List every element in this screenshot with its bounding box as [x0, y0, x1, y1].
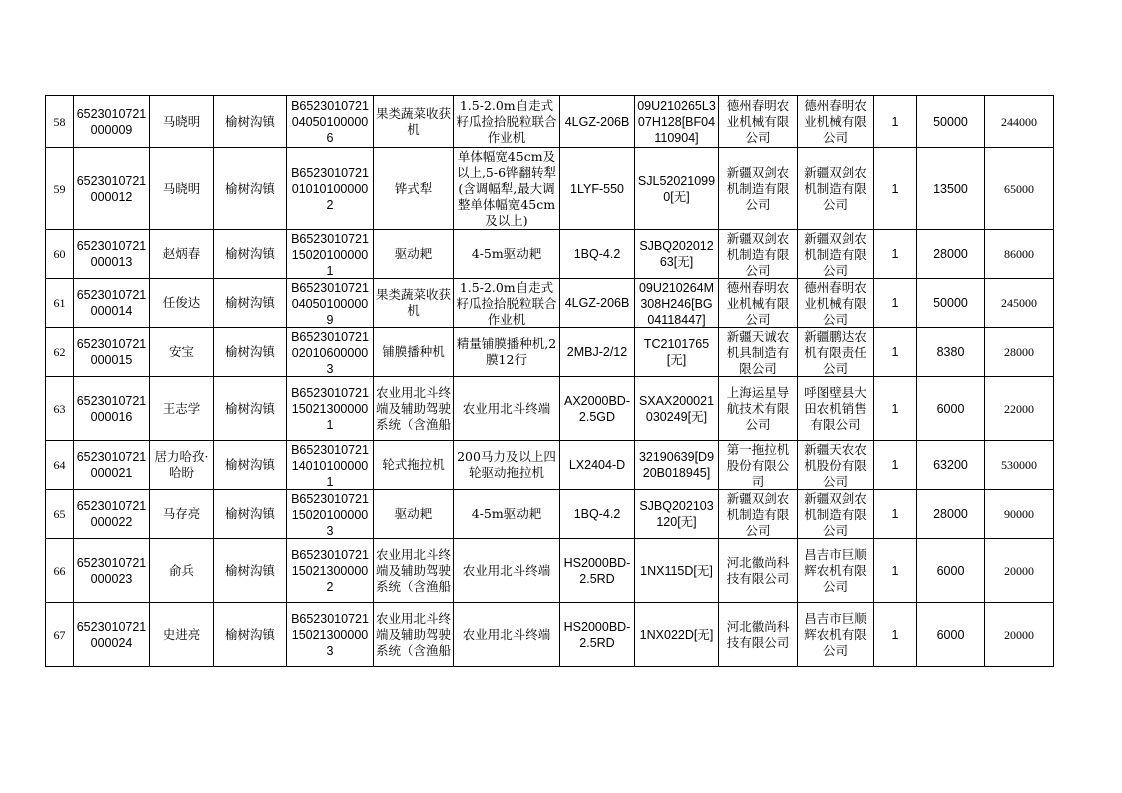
subsidy-amount-cell-text: 6000	[936, 401, 965, 416]
applicant-name-cell	[150, 96, 214, 148]
applicant-name-cell-text: 马存亮	[162, 506, 201, 521]
seller-cell	[798, 230, 874, 279]
row-index-cell	[46, 441, 74, 490]
town-cell-text: 榆树沟镇	[224, 506, 275, 521]
town-cell	[214, 230, 287, 279]
seller-cell-text: 新疆天农农机股份有限公司	[804, 441, 867, 489]
applicant-name-cell	[150, 441, 214, 490]
table-row	[46, 490, 1054, 539]
subsidy-amount-cell	[917, 148, 985, 230]
subsidy-amount-cell-text: 6000	[936, 563, 965, 578]
subsidy-amount-cell-text: 13500	[933, 181, 968, 196]
machine-category-cell	[374, 96, 454, 148]
row-index-cell	[46, 490, 74, 539]
sale-price-cell-text: 65000	[1004, 181, 1034, 196]
machine-spec-cell-text: 1.5-2.0m自走式籽瓜捡拾脱粒联合作业机	[456, 279, 557, 327]
machine-category-cell	[374, 603, 454, 667]
machine-spec-cell	[454, 377, 560, 441]
seller-cell-text: 新疆双剑农机制造有限公司	[804, 230, 867, 278]
sale-price-cell	[985, 377, 1054, 441]
machine-spec-cell	[454, 539, 560, 603]
row-index-cell	[46, 230, 74, 279]
model-cell	[560, 377, 635, 441]
machine-category-cell	[374, 230, 454, 279]
serial-number-cell	[635, 539, 719, 603]
model-cell	[560, 230, 635, 279]
item-code-cell-text: B6523010721150201000003	[291, 491, 369, 538]
model-cell-text: AX2000BD-2.5GD	[563, 393, 630, 424]
model-cell	[560, 328, 635, 377]
town-cell	[214, 490, 287, 539]
model-cell-text: 1BQ-4.2	[573, 507, 621, 521]
seller-cell	[798, 441, 874, 490]
applicant-name-cell	[150, 230, 214, 279]
machine-spec-cell-text: 农业用北斗终端	[462, 626, 551, 642]
serial-number-cell	[635, 230, 719, 279]
sale-price-cell	[985, 603, 1054, 667]
table-row	[46, 279, 1054, 328]
row-index-cell	[46, 328, 74, 377]
manufacturer-cell-text: 新疆双剑农机制造有限公司	[726, 490, 790, 538]
row-index-cell-text: 66	[53, 563, 66, 578]
manufacturer-cell	[719, 441, 798, 490]
quantity-cell-text: 1	[891, 563, 899, 578]
town-cell-text: 榆树沟镇	[224, 457, 275, 472]
item-code-cell	[287, 279, 374, 328]
applicant-id-cell	[74, 490, 150, 539]
manufacturer-cell	[719, 96, 798, 148]
quantity-cell-text: 1	[891, 181, 899, 196]
subsidy-amount-cell	[917, 490, 985, 539]
sale-price-cell-text: 20000	[1004, 627, 1034, 642]
applicant-name-cell	[150, 377, 214, 441]
item-code-cell-text: B6523010721040501000006	[291, 98, 369, 145]
item-code-cell-text: B6523010721020106000003	[291, 329, 369, 376]
applicant-id-cell-text: 6523010721000021	[76, 450, 147, 480]
manufacturer-cell-text: 新疆天诚农机具制造有限公司	[726, 328, 790, 376]
town-cell	[214, 377, 287, 441]
table-row	[46, 603, 1054, 667]
applicant-id-cell-text: 6523010721000009	[76, 106, 147, 137]
applicant-name-cell	[150, 328, 214, 377]
town-cell-text: 榆树沟镇	[224, 180, 275, 196]
sale-price-cell	[985, 279, 1054, 328]
applicant-id-cell-text: 6523010721000022	[76, 499, 147, 529]
subsidy-amount-cell-text: 8380	[936, 345, 965, 359]
item-code-cell	[287, 490, 374, 539]
seller-cell-text: 德州春明农业机械有限公司	[804, 97, 867, 145]
manufacturer-cell-text: 上海运星导航技术有限公司	[726, 384, 790, 432]
model-cell	[560, 96, 635, 148]
serial-number-cell-text: 09U210264M308H246[BG04118447]	[638, 280, 715, 327]
machine-category-cell-text: 果类蔬菜收获机	[376, 287, 451, 318]
town-cell	[214, 148, 287, 230]
applicant-id-cell	[74, 230, 150, 279]
subsidy-amount-cell	[917, 603, 985, 667]
applicant-id-cell	[74, 328, 150, 377]
quantity-cell-text: 1	[891, 401, 899, 416]
subsidy-amount-cell	[917, 539, 985, 603]
row-index-cell-text: 58	[53, 114, 66, 129]
machine-spec-cell	[454, 148, 560, 230]
row-index-cell-text: 60	[53, 247, 66, 261]
subsidy-amount-cell	[917, 328, 985, 377]
seller-cell-text: 昌吉市巨顺辉农机有限公司	[804, 610, 867, 658]
applicant-name-cell-text: 居力哈孜·哈盼	[154, 449, 209, 480]
model-cell-text: LX2404-D	[568, 458, 626, 472]
serial-number-cell	[635, 328, 719, 377]
row-index-cell	[46, 96, 74, 148]
subsidy-amount-cell-text: 6000	[936, 627, 965, 642]
town-cell	[214, 603, 287, 667]
serial-number-cell-text: SJL520210990[无]	[637, 173, 716, 204]
machine-category-cell-text: 农业用北斗终端及辅助驾驶系统（含渔船	[376, 610, 451, 658]
machine-category-cell	[374, 279, 454, 328]
applicant-name-cell-text: 安宝	[168, 344, 194, 359]
serial-number-cell-text: 1NX115D[无]	[640, 563, 713, 578]
quantity-cell	[874, 96, 917, 148]
quantity-cell	[874, 230, 917, 279]
seller-cell	[798, 96, 874, 148]
quantity-cell-text: 1	[891, 627, 899, 642]
item-code-cell-text: B6523010721150213000002	[291, 547, 369, 594]
model-cell	[560, 603, 635, 667]
serial-number-cell-text: SXAX200021030249[无]	[638, 393, 715, 424]
seller-cell	[798, 328, 874, 377]
item-code-cell-text: B6523010721010101000002	[291, 165, 369, 212]
machine-category-cell-text: 轮式拖拉机	[382, 457, 445, 472]
subsidy-amount-cell-text: 28000	[933, 247, 968, 261]
model-cell-text: 2MBJ-2/12	[566, 345, 628, 359]
row-index-cell	[46, 148, 74, 230]
model-cell	[560, 490, 635, 539]
town-cell-text: 榆树沟镇	[224, 344, 275, 359]
applicant-id-cell	[74, 148, 150, 230]
quantity-cell-text: 1	[891, 345, 899, 359]
subsidy-amount-cell-text: 50000	[933, 114, 968, 129]
machine-spec-cell	[454, 279, 560, 328]
subsidy-amount-cell	[917, 377, 985, 441]
machine-category-cell-text: 农业用北斗终端及辅助驾驶系统（含渔船	[376, 384, 451, 432]
subsidy-amount-cell	[917, 96, 985, 148]
subsidy-amount-cell-text: 63200	[933, 458, 968, 472]
applicant-name-cell	[150, 490, 214, 539]
item-code-cell-text: B6523010721040501000009	[291, 280, 369, 327]
seller-cell-text: 呼图壁县大田农机销售有限公司	[804, 384, 867, 432]
town-cell-text: 榆树沟镇	[224, 626, 275, 642]
manufacturer-cell-text: 新疆双剑农机制造有限公司	[726, 164, 790, 212]
machine-category-cell	[374, 328, 454, 377]
quantity-cell	[874, 490, 917, 539]
sale-price-cell	[985, 328, 1054, 377]
quantity-cell-text: 1	[891, 458, 899, 472]
serial-number-cell	[635, 377, 719, 441]
machine-spec-cell	[454, 328, 560, 377]
item-code-cell	[287, 96, 374, 148]
model-cell	[560, 539, 635, 603]
sale-price-cell-text: 90000	[1004, 507, 1034, 521]
serial-number-cell-text: TC2101765[无]	[643, 337, 710, 367]
town-cell-text: 榆树沟镇	[224, 562, 275, 578]
machine-category-cell	[374, 490, 454, 539]
applicant-name-cell	[150, 279, 214, 328]
manufacturer-cell	[719, 230, 798, 279]
table-row	[46, 148, 1054, 230]
machine-category-cell-text: 农业用北斗终端及辅助驾驶系统（含渔船	[376, 546, 451, 594]
quantity-cell	[874, 441, 917, 490]
seller-cell	[798, 603, 874, 667]
machine-category-cell-text: 铺膜播种机	[382, 344, 445, 359]
manufacturer-cell-text: 德州春明农业机械有限公司	[726, 279, 790, 327]
sale-price-cell-text: 22000	[1004, 401, 1034, 416]
table-body	[46, 96, 1054, 667]
applicant-id-cell	[74, 377, 150, 441]
item-code-cell	[287, 441, 374, 490]
machine-spec-cell	[454, 230, 560, 279]
quantity-cell	[874, 279, 917, 328]
item-code-cell	[287, 328, 374, 377]
row-index-cell	[46, 377, 74, 441]
machine-spec-cell	[454, 603, 560, 667]
seller-cell-text: 德州春明农业机械有限公司	[804, 279, 867, 327]
table-row	[46, 230, 1054, 279]
sale-price-cell	[985, 441, 1054, 490]
row-index-cell-text: 61	[53, 296, 66, 310]
item-code-cell	[287, 230, 374, 279]
seller-cell-text: 昌吉市巨顺辉农机有限公司	[804, 546, 867, 594]
seller-cell-text: 新疆鹏达农机有限责任公司	[804, 328, 867, 376]
row-index-cell-text: 67	[53, 627, 66, 642]
table-row	[46, 328, 1054, 377]
item-code-cell-text: B6523010721150201000001	[291, 231, 369, 278]
table-row	[46, 377, 1054, 441]
item-code-cell	[287, 539, 374, 603]
item-code-cell	[287, 603, 374, 667]
machine-spec-cell-text: 精量铺膜播种机,2膜12行	[456, 336, 557, 367]
sale-price-cell	[985, 490, 1054, 539]
model-cell-text: 4LGZ-206B	[564, 296, 630, 310]
applicant-id-cell-text: 6523010721000016	[76, 393, 147, 424]
row-index-cell-text: 64	[53, 458, 66, 472]
manufacturer-cell	[719, 279, 798, 328]
item-code-cell	[287, 377, 374, 441]
table-row	[46, 96, 1054, 148]
machine-spec-cell-text: 200马力及以上四轮驱动拖拉机	[457, 449, 556, 480]
seller-cell	[798, 148, 874, 230]
subsidy-amount-cell-text: 28000	[933, 507, 968, 521]
machine-category-cell	[374, 148, 454, 230]
serial-number-cell	[635, 603, 719, 667]
serial-number-cell	[635, 279, 719, 328]
sale-price-cell-text: 530000	[1001, 458, 1037, 472]
manufacturer-cell	[719, 603, 798, 667]
applicant-id-cell-text: 6523010721000023	[76, 555, 147, 586]
manufacturer-cell	[719, 328, 798, 377]
applicant-name-cell-text: 赵炳春	[162, 246, 201, 261]
sale-price-cell-text: 244000	[1001, 114, 1037, 129]
seller-cell-text: 新疆双剑农机制造有限公司	[804, 164, 867, 212]
machine-spec-cell-text: 农业用北斗终端	[462, 562, 551, 578]
quantity-cell-text: 1	[891, 296, 899, 310]
item-code-cell-text: B6523010721150213000003	[291, 611, 369, 658]
manufacturer-cell-text: 河北徽尚科技有限公司	[726, 554, 790, 586]
seller-cell	[798, 377, 874, 441]
applicant-id-cell	[74, 96, 150, 148]
serial-number-cell-text: SJBQ202103120[无]	[639, 499, 714, 529]
model-cell-text: 4LGZ-206B	[564, 114, 630, 129]
serial-number-cell-text: SJBQ20201263[无]	[639, 239, 714, 269]
applicant-name-cell	[150, 148, 214, 230]
quantity-cell	[874, 148, 917, 230]
applicant-name-cell-text: 史进亮	[162, 626, 201, 642]
machine-category-cell-text: 铧式犁	[394, 180, 433, 196]
applicant-id-cell	[74, 279, 150, 328]
serial-number-cell	[635, 441, 719, 490]
row-index-cell	[46, 603, 74, 667]
seller-cell	[798, 539, 874, 603]
town-cell-text: 榆树沟镇	[224, 400, 275, 416]
seller-cell	[798, 490, 874, 539]
town-cell	[214, 279, 287, 328]
machine-spec-cell	[454, 96, 560, 148]
manufacturer-cell-text: 河北徽尚科技有限公司	[726, 618, 790, 650]
sale-price-cell	[985, 148, 1054, 230]
town-cell	[214, 328, 287, 377]
machine-category-cell	[374, 441, 454, 490]
town-cell	[214, 539, 287, 603]
sale-price-cell	[985, 230, 1054, 279]
machine-spec-cell-text: 4-5m驱动耙	[471, 506, 542, 521]
item-code-cell	[287, 148, 374, 230]
manufacturer-cell-text: 新疆双剑农机制造有限公司	[726, 230, 790, 278]
applicant-id-cell	[74, 441, 150, 490]
machine-spec-cell	[454, 441, 560, 490]
sale-price-cell	[985, 539, 1054, 603]
manufacturer-cell	[719, 148, 798, 230]
town-cell	[214, 441, 287, 490]
machine-category-cell-text: 驱动耙	[394, 506, 433, 521]
town-cell-text: 榆树沟镇	[224, 295, 275, 310]
machine-spec-cell-text: 4-5m驱动耙	[471, 246, 542, 261]
machine-category-cell	[374, 539, 454, 603]
applicant-id-cell-text: 6523010721000012	[76, 173, 147, 204]
serial-number-cell	[635, 148, 719, 230]
sale-price-cell-text: 245000	[1001, 296, 1037, 310]
row-index-cell	[46, 279, 74, 328]
subsidy-amount-cell	[917, 230, 985, 279]
quantity-cell-text: 1	[891, 247, 899, 261]
model-cell-text: HS2000BD-2.5RD	[563, 555, 631, 586]
applicant-id-cell-text: 6523010721000013	[76, 239, 147, 269]
subsidy-amount-cell-text: 50000	[933, 296, 968, 310]
row-index-cell	[46, 539, 74, 603]
table-row	[46, 539, 1054, 603]
manufacturer-cell-text: 德州春明农业机械有限公司	[726, 97, 790, 145]
machine-category-cell	[374, 377, 454, 441]
applicant-id-cell-text: 6523010721000015	[76, 337, 147, 367]
machine-spec-cell-text: 农业用北斗终端	[462, 400, 551, 416]
serial-number-cell-text: 32190639[D920B018945]	[638, 450, 715, 480]
town-cell-text: 榆树沟镇	[224, 113, 275, 129]
model-cell	[560, 148, 635, 230]
serial-number-cell-text: 09U210265L307H128[BF04110904]	[637, 98, 716, 145]
manufacturer-cell	[719, 490, 798, 539]
machine-spec-cell-text: 1.5-2.0m自走式籽瓜捡拾脱粒联合作业机	[456, 97, 557, 145]
model-cell	[560, 279, 635, 328]
quantity-cell	[874, 539, 917, 603]
row-index-cell-text: 59	[53, 181, 66, 196]
item-code-cell-text: B6523010721140101000001	[291, 442, 369, 489]
quantity-cell	[874, 377, 917, 441]
seller-cell-text: 新疆双剑农机制造有限公司	[804, 490, 867, 538]
serial-number-cell	[635, 490, 719, 539]
machine-category-cell-text: 果类蔬菜收获机	[376, 105, 451, 137]
applicant-id-cell	[74, 539, 150, 603]
applicant-name-cell	[150, 539, 214, 603]
model-cell-text: HS2000BD-2.5RD	[563, 619, 631, 650]
applicant-name-cell-text: 马晓明	[162, 113, 201, 129]
machine-spec-cell	[454, 490, 560, 539]
sale-price-cell-text: 20000	[1004, 563, 1034, 578]
sale-price-cell	[985, 96, 1054, 148]
quantity-cell	[874, 603, 917, 667]
row-index-cell-text: 65	[53, 507, 66, 521]
quantity-cell	[874, 328, 917, 377]
applicant-id-cell-text: 6523010721000014	[76, 288, 147, 318]
applicant-id-cell-text: 6523010721000024	[76, 619, 147, 650]
quantity-cell-text: 1	[891, 507, 899, 521]
manufacturer-cell-text: 第一拖拉机股份有限公司	[726, 441, 790, 489]
applicant-name-cell-text: 马晓明	[162, 180, 201, 196]
seller-cell	[798, 279, 874, 328]
row-index-cell-text: 63	[53, 401, 66, 416]
machine-category-cell-text: 驱动耙	[394, 246, 433, 261]
quantity-cell-text: 1	[891, 114, 899, 129]
applicant-name-cell-text: 任俊达	[162, 295, 201, 310]
town-cell-text: 榆树沟镇	[224, 246, 275, 261]
model-cell	[560, 441, 635, 490]
subsidy-amount-cell	[917, 441, 985, 490]
serial-number-cell-text: 1NX022D[无]	[639, 627, 714, 642]
sale-price-cell-text: 86000	[1004, 247, 1034, 261]
serial-number-cell	[635, 96, 719, 148]
sale-price-cell-text: 28000	[1004, 345, 1034, 359]
manufacturer-cell	[719, 539, 798, 603]
table-row	[46, 441, 1054, 490]
model-cell-text: 1BQ-4.2	[573, 247, 621, 261]
applicant-id-cell	[74, 603, 150, 667]
town-cell	[214, 96, 287, 148]
machine-spec-cell-text: 单体幅宽45cm及以上,5-6铧翻转犁(含调幅犁,最大调整单体幅宽45cm及以上)	[456, 148, 557, 228]
applicant-name-cell-text: 俞兵	[168, 562, 194, 578]
subsidy-amount-cell	[917, 279, 985, 328]
item-code-cell-text: B6523010721150213000001	[291, 385, 369, 432]
applicant-name-cell-text: 王志学	[162, 400, 201, 416]
row-index-cell-text: 62	[53, 345, 66, 359]
subsidy-table	[45, 95, 1054, 667]
applicant-name-cell	[150, 603, 214, 667]
model-cell-text: 1LYF-550	[570, 181, 624, 196]
manufacturer-cell	[719, 377, 798, 441]
